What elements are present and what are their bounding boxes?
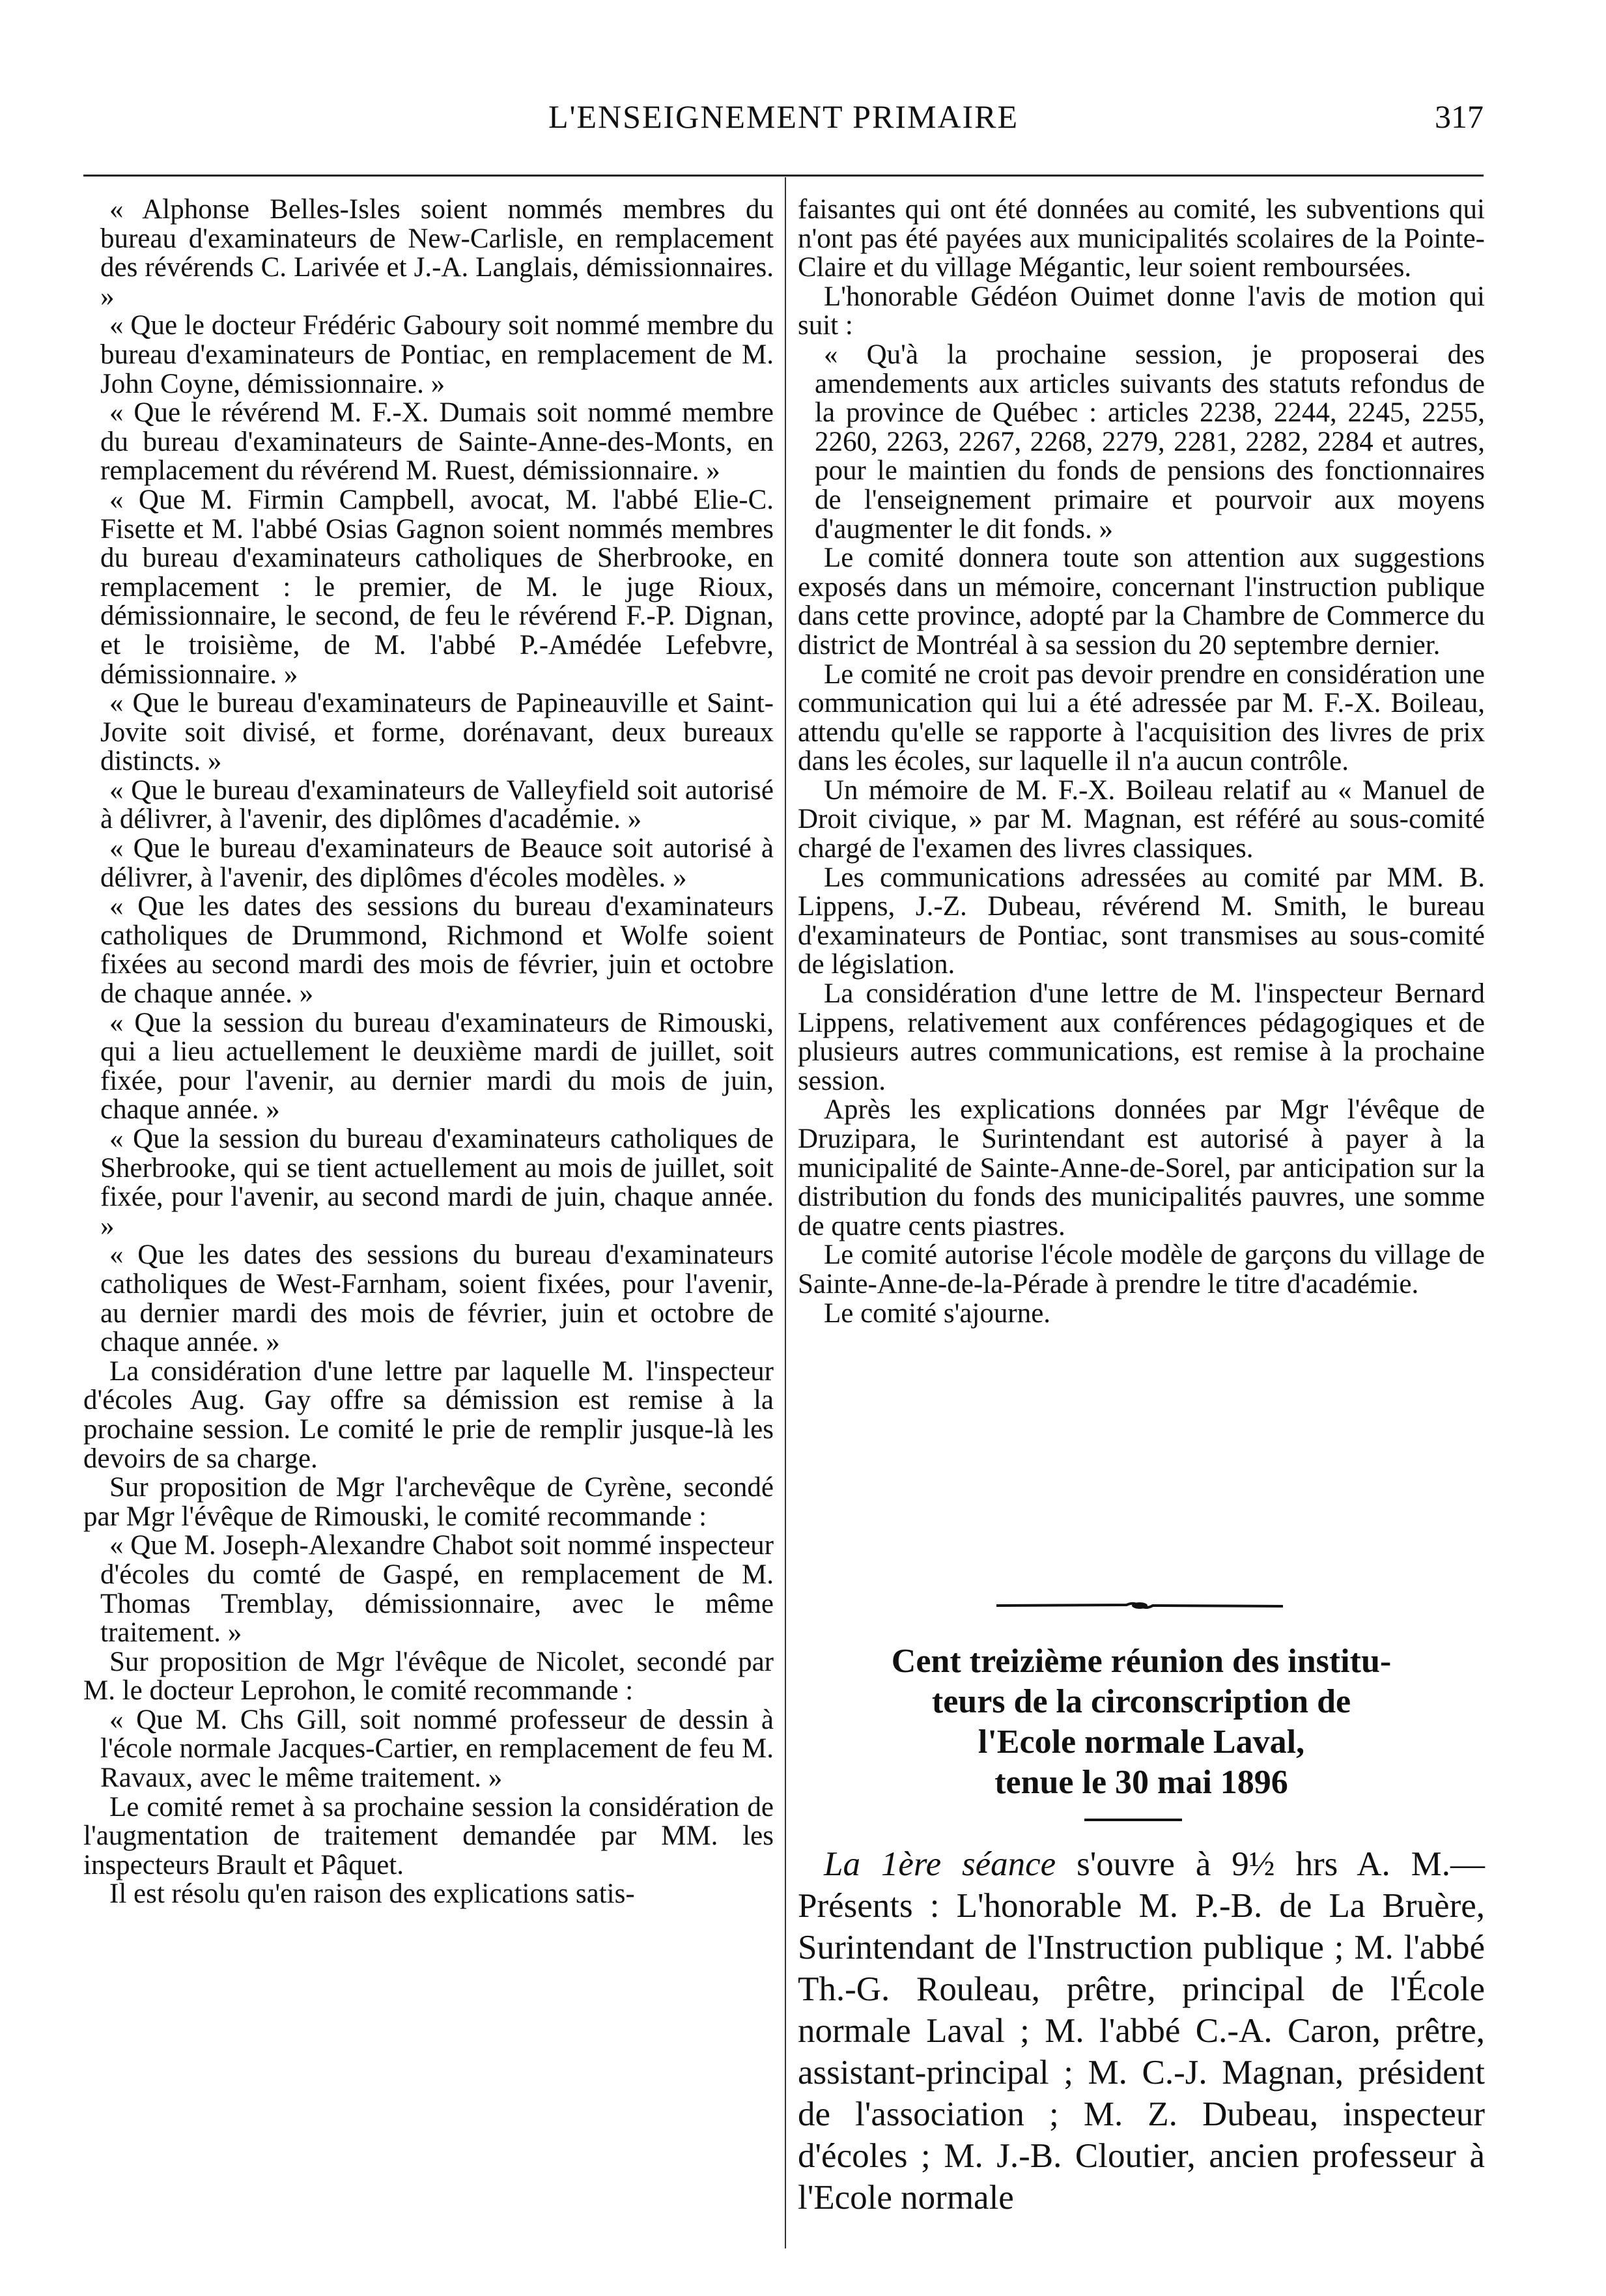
paragraph: L'honorable Gédéon Ouimet donne l'avis de motion qui suit : [798, 281, 1485, 341]
page-number: 317 [1435, 98, 1484, 135]
paragraph: « Que le bureau d'examinateurs de Beauce soit autorisé à délivrer, à l'avenir, des diplômes d'écoles modèles. » [100, 833, 774, 893]
paragraph: « Que le révérend M. F.-X. Dumais soit nommé membre du bureau d'examinateurs de Sainte-Anne-des-Monts, en remplacement du révérend M. Ruest, démissionnaire. » [100, 397, 774, 487]
ornament-divider [996, 1599, 1283, 1612]
heading-line: l'Ecole normale Laval, [978, 1723, 1305, 1761]
paragraph: Les communications adressées au comité par MM. B. Lippens, J.-Z. Dubeau, révérend M. Smith, le bureau d'examinateurs de Pontiac, sont transmises au sous-comité de législation. [798, 862, 1485, 980]
paragraph: « Que la session du bureau d'examinateurs catholiques de Sherbrooke, qui se tient actuellement au mois de juillet, soit fixée, pour l'avenir, au second mardi de juin, chaque année. » [100, 1124, 774, 1241]
right-column [798, 195, 1485, 1328]
paragraph: Le comité remet à sa prochaine session la considération de l'augmentation de traitement demandée par MM. les inspecteurs Brault et Pâquet. [83, 1791, 774, 1880]
minutes-lead: La 1ère séance [824, 1845, 1056, 1883]
paragraph: « Alphonse Belles-Isles soient nommés membres du bureau d'examinateurs de New-Carlisle, en remplacement des révérends C. Larivée et J.-A. Langlais, démissionnaires. » [100, 194, 774, 312]
left-column [83, 195, 774, 1909]
paragraph: La considération d'une lettre par laquelle M. l'inspecteur d'écoles Aug. Gay offre sa démission est remise à la prochaine session. Le comité le prie de remplir jusque-là les devoirs de sa charge. [83, 1355, 774, 1474]
paragraph: « Que le docteur Frédéric Gaboury soit nommé membre du bureau d'examinateurs de Pontiac, en remplacement de M. John Coyne, démissionnaire. » [100, 310, 774, 399]
paragraph: « Que le bureau d'examinateurs de Valleyfield soit autorisé à délivrer, à l'avenir, des diplômes d'académie. » [100, 774, 774, 835]
heading-line: tenue le 30 mai 1896 [994, 1764, 1288, 1801]
short-rule [1084, 1819, 1182, 1821]
running-title: L'ENSEIGNEMENT PRIMAIRE [548, 98, 1019, 135]
paragraph: Sur proposition de Mgr l'évêque de Nicolet, secondé par M. le docteur Leprohon, le comité recommande : [83, 1646, 774, 1707]
paragraph: « Que le bureau d'examinateurs de Papineauville et Saint-Jovite soit divisé, et forme, dorénavant, deux bureaux distincts. » [100, 688, 774, 777]
column-divider [785, 177, 786, 2248]
header-rule [83, 175, 1484, 177]
paragraph: « Que M. Firmin Campbell, avocat, M. l'abbé Elie-C. Fisette et M. l'abbé Osias Gagnon soient nommés membres du bureau d'examinateurs catholiques de Sherbrooke, en remplacement : le premier, de M. le juge Rioux, démissionnaire, le second, de feu le révérend F.-P. Dignan, et le troisième, de M. l'abbé P.-Amédée Lefebvre, démissionnaire. » [100, 484, 774, 690]
minutes-text: s'ouvre à 9½ hrs A. M.— Présents : L'honorable M. P.-B. de La Bruère, Surintendant de l'Instruction publique ; M. l'abbé Th.-G. Rouleau, prêtre, principal de l'École normale Laval ; M. l'abbé C.-A. Caron, prêtre, assistant-principal ; M. C.-J. Magnan, président de l'association ; M. Z. Dubeau, inspecteur d'écoles ; M. J.-B. Cloutier, ancien professeur à l'Ecole normale [798, 1845, 1486, 2217]
paragraph: Le comité s'ajourne. [824, 1297, 1051, 1329]
meeting-minutes [798, 1843, 1485, 2218]
paragraph: « Que M. Joseph-Alexandre Chabot soit nommé inspecteur d'écoles du comté de Gaspé, en remplacement de M. Thomas Tremblay, démissionnaire, avec le même traitement. » [100, 1530, 774, 1649]
paragraph: « Que les dates des sessions du bureau d'examinateurs catholiques de West-Farnham, soient fixées, pour l'avenir, au dernier mardi des mois de février, juin et octobre de chaque année. » [100, 1240, 774, 1358]
paragraph: Il est résolu qu'en raison des explications satis- [109, 1878, 635, 1910]
section-heading [798, 1641, 1485, 1803]
paragraph: Un mémoire de M. F.-X. Boileau relatif au « Manuel de Droit civique, » par M. Magnan, est référé au sous-comité chargé de l'examen des livres classiques. [798, 774, 1485, 864]
paragraph: Après les explications données par Mgr l'évêque de Druzipara, le Surintendant est autorisé à payer à la municipalité de Sainte-Anne-de-Sorel, par anticipation sur la distribution du fonds des municipalités pauvres, une somme de quatre cents piastres. [798, 1094, 1485, 1241]
page-header [83, 98, 1484, 143]
paragraph: Le comité autorise l'école modèle de garçons du village de Sainte-Anne-de-la-Pérade à prendre le titre d'académie. [798, 1240, 1485, 1299]
heading-line: teurs de la circonscription de [931, 1683, 1351, 1720]
paragraph: « Que la session du bureau d'examinateurs de Rimouski, qui a lieu actuellement le deuxième mardi de juillet, soit fixée, pour l'avenir, au dernier mardi du mois de juin, chaque année. » [100, 1007, 774, 1126]
paragraph: « Qu'à la prochaine session, je proposerai des amendements aux articles suivants des statuts refondus de la province de Québec : articles 2238, 2244, 2245, 2255, 2260, 2263, 2267, 2268, 2279, 2281, 2282, 2284 et autres, pour le maintien du fonds de pensions des fonctionnaires de l'enseignement primaire et pourvoir aux moyens d'augmenter le dit fonds. » [815, 339, 1485, 545]
paragraph: « Que M. Chs Gill, soit nommé professeur de dessin à l'école normale Jacques-Cartier, en remplacement de feu M. Ravaux, avec le même traitement. » [100, 1704, 774, 1794]
paragraph: Le comité donnera toute son attention aux suggestions exposés dans un mémoire, concernant l'instruction publique dans cette province, adopté par la Chambre de Commerce du district de Montréal à sa session du 20 septembre dernier. [798, 543, 1485, 660]
paragraph: La considération d'une lettre de M. l'inspecteur Bernard Lippens, relativement aux conférences pédagogiques et de plusieurs autres communications, est remise à la prochaine session. [798, 978, 1485, 1096]
paragraph: Sur proposition de Mgr l'archevêque de Cyrène, secondé par Mgr l'évêque de Rimouski, le comité recommande : [83, 1472, 774, 1532]
paragraph: Le comité ne croit pas devoir prendre en considération une communication qui lui a été adressée par M. F.-X. Boileau, attendu qu'elle se rapporte à l'acquisition des livres de prix dans les écoles, sur laquelle il n'a aucun contrôle. [798, 659, 1485, 777]
heading-line: Cent treizième réunion des institu- [891, 1643, 1392, 1680]
paragraph: faisantes qui ont été données au comité, les subventions qui n'ont pas été payées aux municipalités scolaires de la Pointe-Claire et du village Mégantic, leur soient remboursées. [798, 194, 1485, 283]
minutes-paragraph [798, 1843, 1485, 2218]
paragraph: « Que les dates des sessions du bureau d'examinateurs catholiques de Drummond, Richmond et Wolfe soient fixées au second mardi des mois de février, juin et octobre de chaque année. » [100, 891, 774, 1010]
